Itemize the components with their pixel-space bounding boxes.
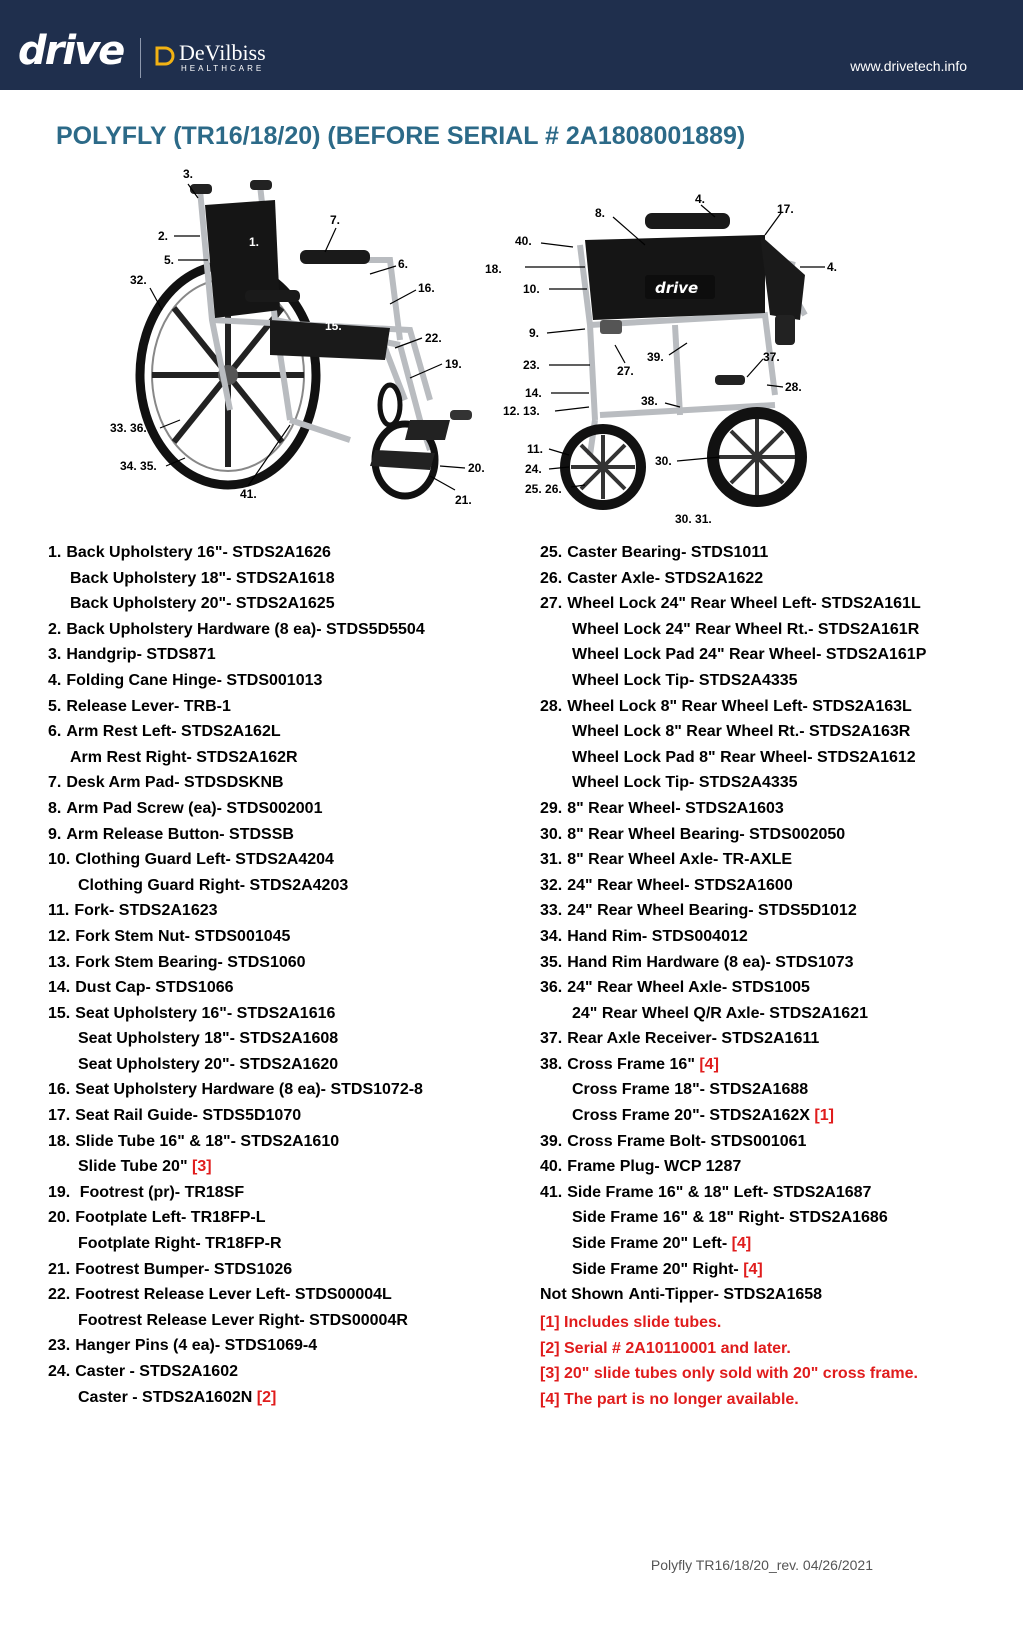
- part-number: 9.: [48, 825, 62, 843]
- part-description: Arm Rest Left- STDS2A162L: [66, 723, 281, 741]
- part-line: [48, 1385, 425, 1411]
- part-description: Side Frame 16" & 18" Left- STDS2A1687: [567, 1183, 872, 1201]
- part-number: 39.: [540, 1132, 563, 1150]
- part-number: 10.: [48, 851, 71, 869]
- part-line: [48, 566, 425, 592]
- part-line: [48, 719, 425, 745]
- part-line: [540, 1257, 926, 1283]
- part-number: 11.: [48, 902, 70, 920]
- callout-right-10: 39.: [647, 350, 664, 364]
- part-line: [540, 1231, 926, 1257]
- part-description: 24" Rear Wheel- STDS2A1600: [567, 876, 793, 894]
- part-line: [540, 1154, 926, 1180]
- callout-right-17: 30.: [655, 454, 672, 468]
- part-description: 8" Rear Wheel Axle- TR-AXLE: [567, 851, 793, 869]
- part-number: 13.: [48, 953, 71, 971]
- part-number: 25.: [540, 544, 563, 561]
- part-description: Arm Rest Right- STDS2A162R: [70, 748, 298, 766]
- part-number: 35.: [540, 953, 563, 971]
- part-description: Handgrip- STDS871: [66, 646, 216, 664]
- callout-left-13: 41.: [240, 487, 257, 501]
- callout-right-8: 23.: [523, 358, 540, 372]
- part-line: [48, 924, 425, 950]
- part-number: 41.: [540, 1183, 563, 1201]
- part-line: [540, 1026, 926, 1052]
- part-number: 15.: [48, 1004, 71, 1022]
- callout-left-11: 33. 36.: [110, 421, 147, 435]
- part-line: [48, 642, 425, 668]
- part-number: 2.: [48, 620, 62, 638]
- callout-right-1: 17.: [777, 202, 794, 216]
- part-line: [540, 1180, 926, 1206]
- part-number: 17.: [48, 1107, 71, 1125]
- part-description: Wheel Lock 24" Rear Wheel Rt.- STDS2A161R: [572, 620, 920, 638]
- part-description: Fork Stem Nut- STDS001045: [75, 927, 291, 945]
- part-description: Footrest Bumper- STDS1026: [75, 1260, 293, 1278]
- part-description: Fork- STDS2A1623: [74, 902, 218, 920]
- callout-left-15: 21.: [455, 493, 472, 507]
- part-line: [540, 1205, 926, 1231]
- part-description: Seat Upholstery 16"- STDS2A1616: [75, 1004, 336, 1022]
- part-line: [48, 668, 425, 694]
- callout-left-3: 1.: [249, 235, 260, 249]
- part-line: [48, 975, 425, 1001]
- part-description: Wheel Lock Tip- STDS2A4335: [572, 671, 798, 689]
- part-line: [48, 694, 425, 720]
- part-number: 28.: [540, 697, 563, 715]
- part-number: 21.: [48, 1260, 71, 1278]
- part-line: [540, 694, 926, 720]
- part-line: [48, 822, 425, 848]
- footnote-reference: [1]: [814, 1107, 834, 1125]
- part-number: 22.: [48, 1286, 71, 1304]
- callout-right-5: 4.: [827, 260, 838, 274]
- part-line: [540, 1077, 926, 1103]
- footnote-reference: [4]: [699, 1055, 719, 1073]
- part-description: Wheel Lock 8" Rear Wheel Rt.- STDS2A163R: [572, 723, 911, 741]
- part-number: 32.: [540, 876, 563, 894]
- part-line: [48, 540, 425, 566]
- part-line: [540, 668, 926, 694]
- callout-left-0: 3.: [183, 167, 194, 181]
- callout-right-2: 8.: [595, 206, 606, 220]
- caster-wheel-illustration: [565, 429, 641, 505]
- part-description: Dust Cap- STDS1066: [75, 979, 234, 997]
- footnote-reference: [4]: [743, 1260, 763, 1278]
- part-line: [540, 950, 926, 976]
- part-number: 1.: [48, 544, 62, 561]
- part-line: [540, 642, 926, 668]
- callout-left-8: 15.: [325, 319, 342, 333]
- footnote-reference: [4]: [731, 1235, 752, 1253]
- part-description: Rear Axle Receiver- STDS2A1611: [567, 1030, 820, 1048]
- part-description: Arm Pad Screw (ea)- STDS002001: [66, 799, 323, 817]
- callout-right-20: 30. 31.: [675, 512, 712, 526]
- callout-left-1: 2.: [158, 229, 169, 243]
- part-line: [48, 1103, 425, 1129]
- callout-left-4: 7.: [330, 213, 341, 227]
- parts-list-left: [48, 540, 425, 1410]
- part-line: [540, 924, 926, 950]
- part-line: [48, 591, 425, 617]
- callout-right-12: 28.: [785, 380, 802, 394]
- wheelchair-diagram-right: [485, 192, 905, 530]
- part-number: 26.: [540, 569, 563, 587]
- part-line: [540, 1001, 926, 1027]
- part-number: 7.: [48, 774, 62, 792]
- part-line: [48, 1052, 425, 1078]
- part-description: Fork Stem Bearing- STDS1060: [75, 953, 306, 971]
- part-number: 38.: [540, 1055, 563, 1073]
- part-description: Seat Upholstery Hardware (8 ea)- STDS1072-8: [75, 1081, 423, 1099]
- part-description: Wheel Lock 24" Rear Wheel Left- STDS2A161L: [567, 595, 921, 613]
- part-line: [540, 719, 926, 745]
- part-description: Caster - STDS2A1602: [75, 1363, 238, 1380]
- part-description: Side Frame 16" & 18" Right- STDS2A1686: [572, 1209, 888, 1227]
- part-line: [48, 1154, 425, 1180]
- part-line: [48, 1026, 425, 1052]
- part-line: [540, 975, 926, 1001]
- part-number: 8.: [48, 799, 62, 817]
- part-line: [540, 847, 926, 873]
- footnote: [3] 20" slide tubes only sold with 20" cross frame.: [540, 1365, 918, 1383]
- callout-left-5: 32.: [130, 273, 147, 287]
- page-title: POLYFLY (TR16/18/20) (BEFORE SERIAL # 2A1808001889): [56, 122, 746, 150]
- footnote-reference: [3]: [191, 1158, 212, 1176]
- part-line: [48, 1129, 425, 1155]
- part-description: Clothing Guard Left- STDS2A4204: [75, 851, 334, 869]
- part-line: [540, 822, 926, 848]
- part-number: 40.: [540, 1158, 563, 1176]
- part-description: Footplate Right- TR18FP-R: [78, 1235, 282, 1253]
- part-line: [48, 950, 425, 976]
- part-description: 24" Rear Wheel Axle- STDS1005: [567, 979, 810, 997]
- footnote-reference: [2]: [256, 1388, 277, 1406]
- part-line: [540, 1103, 926, 1129]
- part-description: Anti-Tipper- STDS2A1658: [628, 1286, 823, 1304]
- footer-revision: Polyfly TR16/18/20_rev. 04/26/2021: [650, 1557, 873, 1573]
- callout-right-9: 27.: [617, 364, 634, 378]
- part-description: Clothing Guard Right- STDS2A4203: [78, 876, 349, 894]
- logo-divider: [140, 38, 141, 78]
- callout-left-7: 16.: [418, 281, 435, 295]
- part-description: Cross Frame Bolt- STDS001061: [567, 1132, 807, 1150]
- part-line: [48, 1282, 425, 1308]
- part-description: Frame Plug- WCP 1287: [567, 1158, 742, 1176]
- part-description: Cross Frame 20"- STDS2A162X: [572, 1107, 815, 1125]
- part-description: Seat Rail Guide- STDS5D1070: [75, 1107, 302, 1125]
- part-description: Hand Rim- STDS004012: [567, 927, 748, 945]
- callout-left-6: 6.: [398, 257, 409, 271]
- part-number: 5.: [48, 697, 62, 715]
- part-description: Footrest Release Lever Left- STDS00004L: [75, 1286, 392, 1304]
- part-line: [48, 745, 425, 771]
- part-line: [48, 1180, 425, 1206]
- part-line: [48, 796, 425, 822]
- part-line: [540, 898, 926, 924]
- part-description: Back Upholstery 20"- STDS2A1625: [70, 595, 335, 613]
- callout-right-15: 12. 13.: [503, 404, 540, 418]
- callout-right-6: 10.: [523, 282, 540, 296]
- part-number: Not Shown: [540, 1286, 624, 1304]
- part-description: Footplate Left- TR18FP-L: [75, 1209, 266, 1227]
- part-line: [48, 617, 425, 643]
- part-number: 30.: [540, 825, 563, 843]
- part-description: Hand Rim Hardware (8 ea)- STDS1073: [567, 953, 854, 971]
- part-description: Footrest Release Lever Right- STDS00004R: [78, 1311, 408, 1329]
- callout-left-10: 19.: [445, 357, 462, 371]
- callout-right-14: 38.: [641, 394, 658, 408]
- part-number: 12.: [48, 927, 71, 945]
- part-number: 4.: [48, 671, 62, 689]
- part-description: 24" Rear Wheel Bearing- STDS5D1012: [567, 902, 857, 920]
- callout-left-2: 5.: [164, 253, 175, 267]
- part-description: Wheel Lock Pad 8" Rear Wheel- STDS2A1612: [572, 748, 916, 766]
- part-description: Back Upholstery 16"- STDS2A1626: [66, 544, 331, 561]
- part-description: Desk Arm Pad- STDSDSKNB: [66, 774, 284, 792]
- callout-right-11: 37.: [763, 350, 780, 364]
- part-description: Cross Frame 18"- STDS2A1688: [572, 1081, 809, 1099]
- part-number: 31.: [540, 851, 563, 869]
- part-line: [540, 873, 926, 899]
- part-line: [540, 566, 926, 592]
- callout-right-19: 25. 26.: [525, 482, 562, 496]
- callout-right-7: 9.: [529, 326, 540, 340]
- part-line: [48, 1231, 425, 1257]
- devilbiss-mark-icon: [155, 46, 173, 66]
- callout-left-14: 20.: [468, 461, 485, 475]
- part-description: Wheel Lock Pad 24" Rear Wheel- STDS2A161P: [572, 646, 927, 664]
- callout-right-4: 18.: [485, 262, 502, 276]
- callout-right-13: 14.: [525, 386, 542, 400]
- part-number: 36.: [540, 979, 563, 997]
- part-description: Side Frame 20" Right-: [572, 1260, 744, 1278]
- part-description: 24" Rear Wheel Q/R Axle- STDS2A1621: [572, 1004, 868, 1022]
- part-description: Caster Axle- STDS2A1622: [567, 569, 764, 587]
- part-line: [540, 591, 926, 617]
- part-description: Slide Tube 16" & 18"- STDS2A1610: [75, 1132, 340, 1150]
- parts-list-right: [540, 540, 926, 1308]
- part-number: 27.: [540, 595, 563, 613]
- part-description: Folding Cane Hinge- STDS001013: [66, 671, 323, 689]
- part-number: 33.: [540, 902, 563, 920]
- part-number: 3.: [48, 646, 62, 664]
- part-description: Side Frame 20" Left-: [572, 1235, 732, 1253]
- part-description: Seat Upholstery 18"- STDS2A1608: [78, 1030, 339, 1048]
- part-number: 37.: [540, 1030, 563, 1048]
- part-number: 6.: [48, 723, 62, 741]
- part-line: [540, 770, 926, 796]
- footnote: [4] The part is no longer available.: [540, 1390, 799, 1408]
- part-description: 8" Rear Wheel Bearing- STDS002050: [567, 825, 846, 843]
- part-number: 24.: [48, 1363, 71, 1380]
- part-number: 19.: [48, 1183, 71, 1201]
- callout-right-0: 4.: [695, 192, 706, 206]
- footnote: [2] Serial # 2A10110001 and later.: [540, 1339, 791, 1357]
- notes-list: [540, 1310, 918, 1412]
- part-line: [540, 745, 926, 771]
- part-line: [48, 1257, 425, 1283]
- footnote: [1] Includes slide tubes.: [540, 1314, 722, 1331]
- part-number: 16.: [48, 1081, 71, 1099]
- part-description: Footrest (pr)- TR18SF: [75, 1183, 245, 1201]
- part-line: [540, 540, 926, 566]
- part-description: Caster Bearing- STDS1011: [567, 544, 769, 561]
- header-bar: [0, 0, 1023, 90]
- part-line: [48, 1308, 425, 1334]
- part-number: 23.: [48, 1337, 71, 1355]
- part-line: [540, 617, 926, 643]
- part-description: Slide Tube 20": [78, 1158, 192, 1176]
- callout-right-3: 40.: [515, 234, 532, 248]
- part-description: Hanger Pins (4 ea)- STDS1069-4: [75, 1337, 318, 1355]
- part-line: [48, 873, 425, 899]
- part-line: [48, 847, 425, 873]
- rear-wheel-8-illustration: [713, 413, 801, 501]
- part-number: 18.: [48, 1132, 71, 1150]
- wheelchair-diagram-left: [100, 167, 520, 530]
- part-line: [48, 770, 425, 796]
- part-line: [540, 1052, 926, 1078]
- part-description: Back Upholstery Hardware (8 ea)- STDS5D5504: [66, 620, 425, 638]
- part-line: [48, 1205, 425, 1231]
- part-line: [48, 1077, 425, 1103]
- part-number: 34.: [540, 927, 563, 945]
- part-description: Wheel Lock Tip- STDS2A4335: [572, 774, 798, 792]
- devilbiss-subtitle: HEALTHCARE: [181, 64, 265, 73]
- part-description: Back Upholstery 18"- STDS2A1618: [70, 569, 335, 587]
- part-line: [48, 1001, 425, 1027]
- part-line: [48, 1359, 425, 1385]
- part-line: [48, 1333, 425, 1359]
- drive-logo: drive: [18, 28, 124, 74]
- part-description: Seat Upholstery 20"- STDS2A1620: [78, 1055, 339, 1073]
- part-description: Release Lever- TRB-1: [66, 697, 231, 715]
- callout-right-16: 11.: [527, 442, 544, 456]
- part-description: 8" Rear Wheel- STDS2A1603: [567, 799, 784, 817]
- part-line: [540, 796, 926, 822]
- part-line: [48, 898, 425, 924]
- part-description: Caster - STDS2A1602N: [78, 1388, 257, 1406]
- callout-right-18: 24.: [525, 462, 542, 476]
- part-number: 14.: [48, 979, 71, 997]
- part-line: [540, 1129, 926, 1155]
- devilbiss-name: DeVilbiss: [179, 40, 266, 65]
- callout-left-12: 34. 35.: [120, 459, 157, 473]
- part-description: Wheel Lock 8" Rear Wheel Left- STDS2A163L: [567, 697, 912, 715]
- part-line: [540, 1282, 926, 1308]
- part-number: 29.: [540, 799, 563, 817]
- website-link[interactable]: www.drivetech.info: [850, 58, 967, 74]
- part-number: 20.: [48, 1209, 71, 1227]
- callout-left-9: 22.: [425, 331, 442, 345]
- clothing-guard-brand: drive: [655, 279, 699, 297]
- part-description: Cross Frame 16": [567, 1055, 700, 1073]
- part-description: Arm Release Button- STDSSB: [66, 825, 294, 843]
